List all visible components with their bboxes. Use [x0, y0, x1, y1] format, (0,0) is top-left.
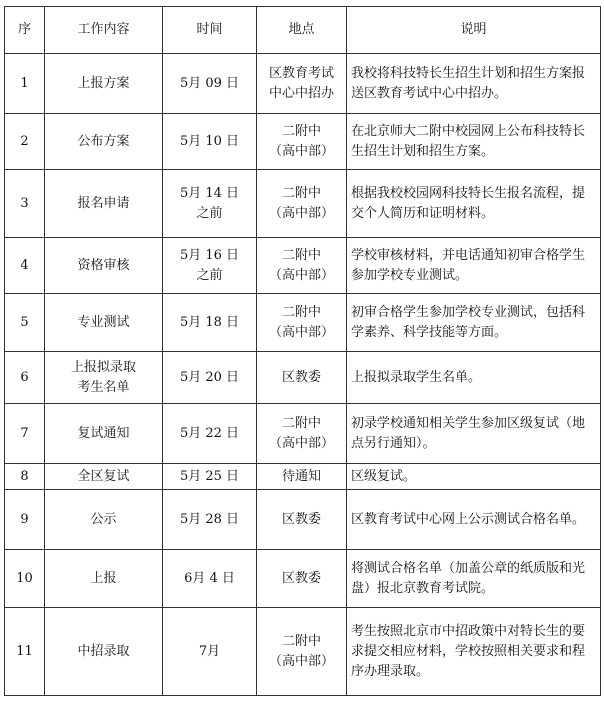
row-time: 7月 — [163, 608, 257, 696]
row-place: 区教委 — [257, 550, 347, 608]
table-row — [5, 404, 601, 464]
row-task: 资格审核 — [45, 238, 163, 294]
row-seq: 1 — [5, 54, 45, 114]
row-place: 待通知 — [257, 464, 347, 490]
table-header-row — [5, 7, 601, 54]
row-task: 报名申请 — [45, 170, 163, 238]
row-desc: 初录学校通知相关学生参加区级复试（地点另行通知）。 — [347, 404, 601, 464]
row-time: 5月 25 日 — [163, 464, 257, 490]
row-place: 区教育考试 中心中招办 — [257, 54, 347, 114]
row-desc: 将测试合格名单（加盖公章的纸质版和光盘）报北京教育考试院。 — [347, 550, 601, 608]
row-place: 二附中 （高中部） — [257, 608, 347, 696]
table-row — [5, 238, 601, 294]
table-row — [5, 294, 601, 352]
row-task: 上报方案 — [45, 54, 163, 114]
row-time: 5月 18 日 — [163, 294, 257, 352]
table-row — [5, 550, 601, 608]
row-place: 区教委 — [257, 490, 347, 550]
row-time: 5月 14 日 之前 — [163, 170, 257, 238]
row-place: 二附中 （高中部） — [257, 294, 347, 352]
row-task: 复试通知 — [45, 404, 163, 464]
schedule-table — [4, 6, 601, 696]
row-desc: 在北京师大二附中校园网上公布科技特长生招生计划和招生方案。 — [347, 114, 601, 170]
header-desc: 说明 — [347, 7, 601, 54]
row-desc: 考生按照北京市中招政策中对特长生的要求提交相应材料，学校按照相关要求和程序办理录取。 — [347, 608, 601, 696]
row-desc: 根据我校校园网科技特长生报名流程，提交个人简历和证明材料。 — [347, 170, 601, 238]
row-seq: 3 — [5, 170, 45, 238]
row-time: 5月 10 日 — [163, 114, 257, 170]
row-seq: 2 — [5, 114, 45, 170]
row-time: 5月 22 日 — [163, 404, 257, 464]
row-task: 专业测试 — [45, 294, 163, 352]
row-place: 区教委 — [257, 352, 347, 404]
header-seq: 序 — [5, 7, 45, 54]
table-row — [5, 352, 601, 404]
row-seq: 7 — [5, 404, 45, 464]
row-place: 二附中 （高中部） — [257, 170, 347, 238]
row-seq: 11 — [5, 608, 45, 696]
row-desc: 区教育考试中心网上公示测试合格名单。 — [347, 490, 601, 550]
schedule-table-wrapper — [4, 6, 601, 696]
row-seq: 4 — [5, 238, 45, 294]
row-place: 二附中 （高中部） — [257, 238, 347, 294]
row-task: 上报 — [45, 550, 163, 608]
row-seq: 10 — [5, 550, 45, 608]
header-time: 时间 — [163, 7, 257, 54]
row-seq: 9 — [5, 490, 45, 550]
row-desc: 我校将科技特长生招生计划和招生方案报送区教育考试中心中招办。 — [347, 54, 601, 114]
table-row — [5, 170, 601, 238]
row-seq: 5 — [5, 294, 45, 352]
table-row — [5, 114, 601, 170]
row-place: 二附中 （高中部） — [257, 404, 347, 464]
row-desc: 学校审核材料，并电话通知初审合格学生参加学校专业测试。 — [347, 238, 601, 294]
row-desc: 上报拟录取学生名单。 — [347, 352, 601, 404]
row-task: 上报拟录取 考生名单 — [45, 352, 163, 404]
table-row — [5, 490, 601, 550]
header-place: 地点 — [257, 7, 347, 54]
row-task: 公示 — [45, 490, 163, 550]
header-task: 工作内容 — [45, 7, 163, 54]
row-time: 5月 09 日 — [163, 54, 257, 114]
row-desc: 初审合格学生参加学校专业测试，包括科学素养、科学技能等方面。 — [347, 294, 601, 352]
row-time: 5月 16 日 之前 — [163, 238, 257, 294]
row-task: 全区复试 — [45, 464, 163, 490]
row-task: 中招录取 — [45, 608, 163, 696]
table-row — [5, 54, 601, 114]
row-time: 6月 4 日 — [163, 550, 257, 608]
row-seq: 8 — [5, 464, 45, 490]
row-place: 二附中 （高中部） — [257, 114, 347, 170]
row-time: 5月 28 日 — [163, 490, 257, 550]
row-seq: 6 — [5, 352, 45, 404]
row-time: 5月 20 日 — [163, 352, 257, 404]
table-row — [5, 464, 601, 490]
row-task: 公布方案 — [45, 114, 163, 170]
row-desc: 区级复试。 — [347, 464, 601, 490]
table-row — [5, 608, 601, 696]
